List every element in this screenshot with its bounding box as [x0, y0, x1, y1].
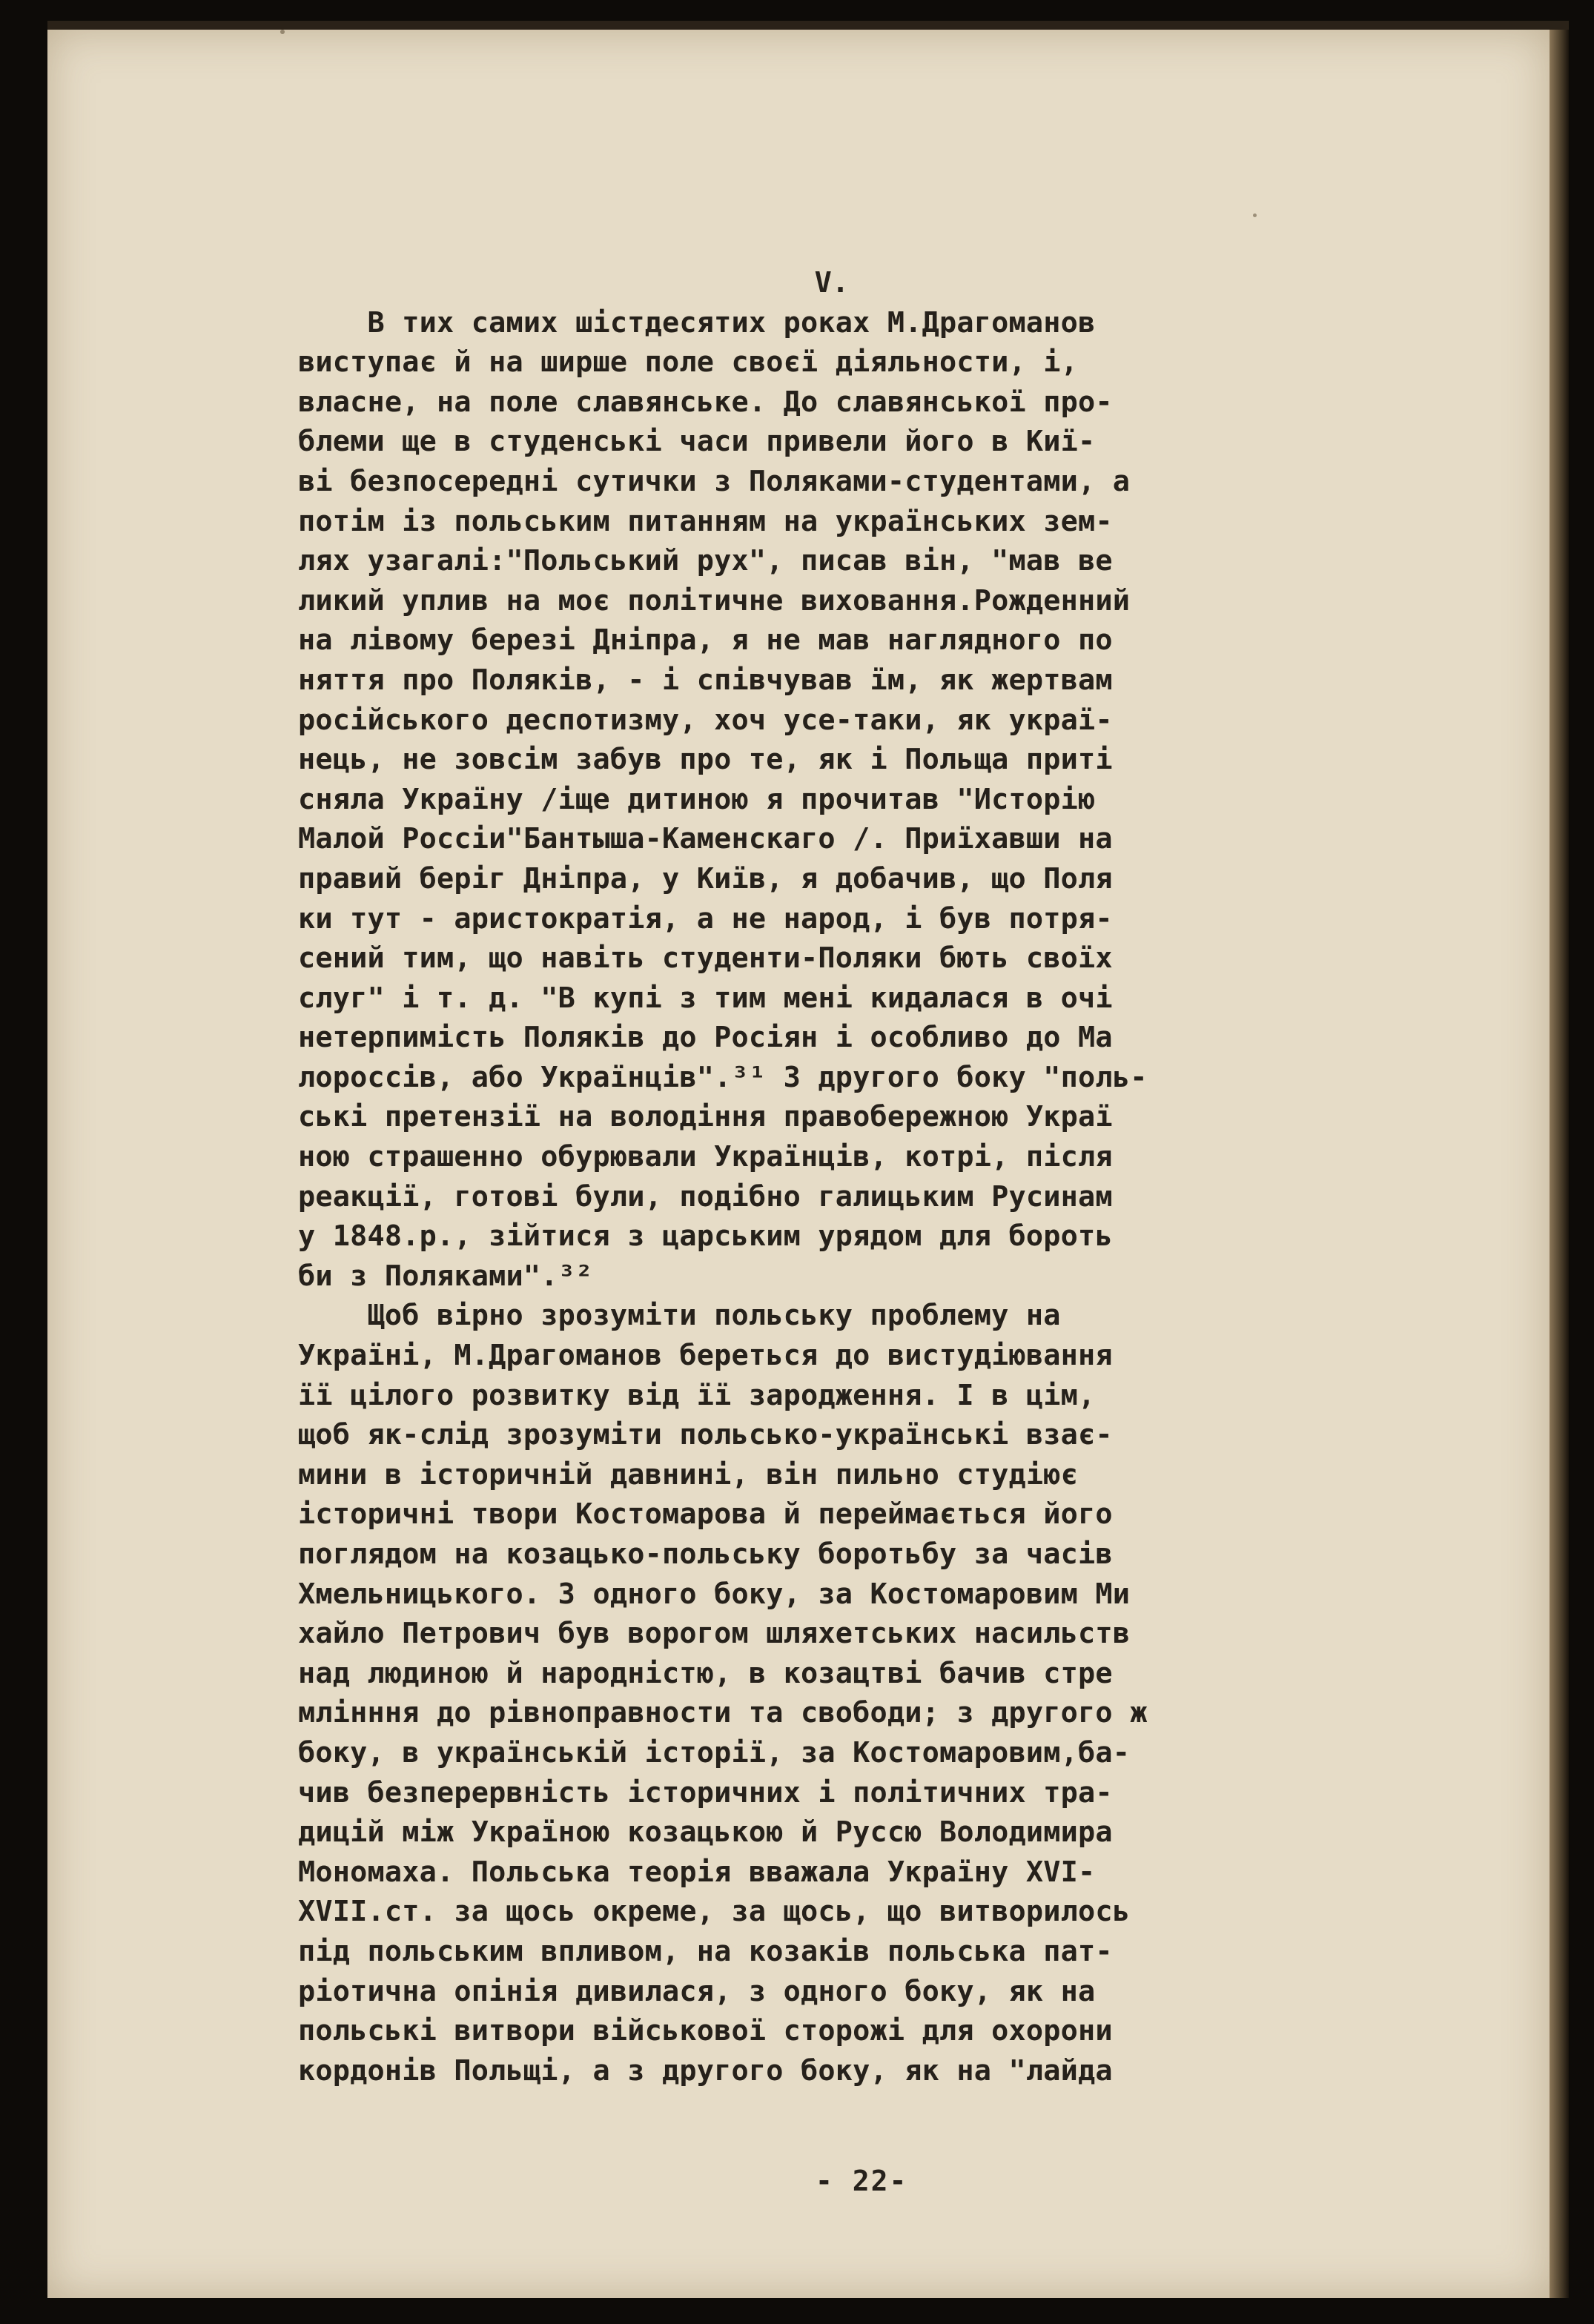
- text-line: блеми ще в студенські часи привели його в Киї-: [298, 425, 1096, 459]
- page-number: - 22-: [816, 2165, 908, 2197]
- text-line: нець, не зовсім забув про те, як і Польща приті: [298, 743, 1113, 777]
- text-line: Щоб вірно зрозуміти польську проблему на: [298, 1299, 1061, 1333]
- text-line: ки тут - аристократія, а не народ, і був потря-: [298, 901, 1113, 936]
- text-line: няття про Поляків, - і співчував їм, як жертвам: [298, 663, 1113, 697]
- text-line: нетерпимість Поляків до Росіян і особливо до Ма: [298, 1021, 1113, 1055]
- text-line: ські претензії на володіння правобережною Украї: [298, 1100, 1113, 1134]
- text-line: боку, в українській історії, за Костомаровим,ба-: [298, 1735, 1131, 1770]
- text-line: дицій між Україною козацькою й Руссю Володимира: [298, 1815, 1113, 1850]
- text-line: ликий уплив на моє політичне виховання.Рожденний: [298, 583, 1131, 618]
- text-line: Україні, М.Драгоманов береться до вистудіювання: [298, 1339, 1113, 1373]
- text-line: Хмельницького. З одного боку, за Костомаровим Ми: [298, 1577, 1131, 1611]
- paper-speck: [280, 30, 285, 34]
- text-line: лях узагалі:"Польський рух", писав він, "мав ве: [298, 544, 1113, 578]
- text-line: під польським впливом, на козаків польська пат-: [298, 1934, 1113, 1968]
- text-line: ві безпосередні сутички з Поляками-студентами, а: [298, 464, 1131, 498]
- typescript-text: [298, 263, 1455, 2090]
- text-line: би з Поляками".³²: [298, 1259, 593, 1293]
- text-line: лороссів, або Українців".³¹ З другого боку "поль-: [298, 1060, 1148, 1094]
- page-top-edge: [47, 21, 1569, 30]
- text-line: ною страшенно обурювали Українців, котрі, після: [298, 1140, 1113, 1174]
- paper-speck: [1253, 213, 1257, 217]
- text-line: виступає й на ширше поле своєї діяльности, і,: [298, 345, 1079, 380]
- text-line: правий беріг Дніпра, у Київ, я добачив, що Поля: [298, 861, 1113, 895]
- text-line: щоб як-слід зрозуміти польсько-українські взає-: [298, 1418, 1113, 1452]
- text-line: на лівому березі Дніпра, я не мав наглядного по: [298, 623, 1113, 658]
- text-line: ріотична опінія дивилася, з одного боку, як на: [298, 1974, 1096, 2008]
- text-line: поглядом на козацько-польську боротьбу за часів: [298, 1537, 1113, 1571]
- text-line: В тих самих шістдесятих роках М.Драгоманов: [298, 305, 1096, 340]
- book-spine-edge: [1550, 30, 1569, 2298]
- text-line: над людиною й народністю, в козацтві бачив стре: [298, 1656, 1113, 1690]
- text-line: млінння до рівноправности та свободи; з другого ж: [298, 1696, 1148, 1730]
- text-line: хайло Петрович був ворогом шляхетських насильств: [298, 1617, 1131, 1651]
- text-line: польські витвори військової сторожі для охорони: [298, 2014, 1113, 2048]
- text-line: слуг" і т. д. "В купі з тим мені кидалася в очі: [298, 981, 1113, 1015]
- text-line: власне, на поле славянське. До славянської про-: [298, 385, 1113, 419]
- text-line: чив безперервність історичних і політичних тра-: [298, 1775, 1113, 1810]
- text-line: історичні твори Костомарова й переймається його: [298, 1497, 1113, 1532]
- text-line: її цілого розвитку від її зародження. І в цім,: [298, 1378, 1096, 1412]
- text-line: сняла Україну /іще дитиною я прочитав "Исторію: [298, 782, 1096, 816]
- text-line: потім із польським питанням на українських зем-: [298, 504, 1113, 538]
- text-line: російського деспотизму, хоч усе-таки, як украї-: [298, 703, 1113, 737]
- text-line: реакції, готові були, подібно галицьким Русинам: [298, 1179, 1113, 1214]
- text-line: кордонів Польщі, а з другого боку, як на "лайда: [298, 2053, 1113, 2088]
- text-line: мини в історичній давнині, він пильно студіює: [298, 1457, 1079, 1492]
- text-line: Малой Россіи"Бантыша-Каменскаго /. Приїхавши на: [298, 822, 1113, 856]
- text-line: Мономаха. Польська теорія вважала Україну XVI-: [298, 1855, 1096, 1889]
- section-heading: V.: [814, 266, 850, 299]
- text-line: у 1848.р., зійтися з царським урядом для бороть: [298, 1219, 1113, 1254]
- text-line: сений тим, що навіть студенти-Поляки бють своїх: [298, 941, 1113, 976]
- text-line: XVII.ст. за щось окреме, за щось, що витворилось: [298, 1895, 1131, 1929]
